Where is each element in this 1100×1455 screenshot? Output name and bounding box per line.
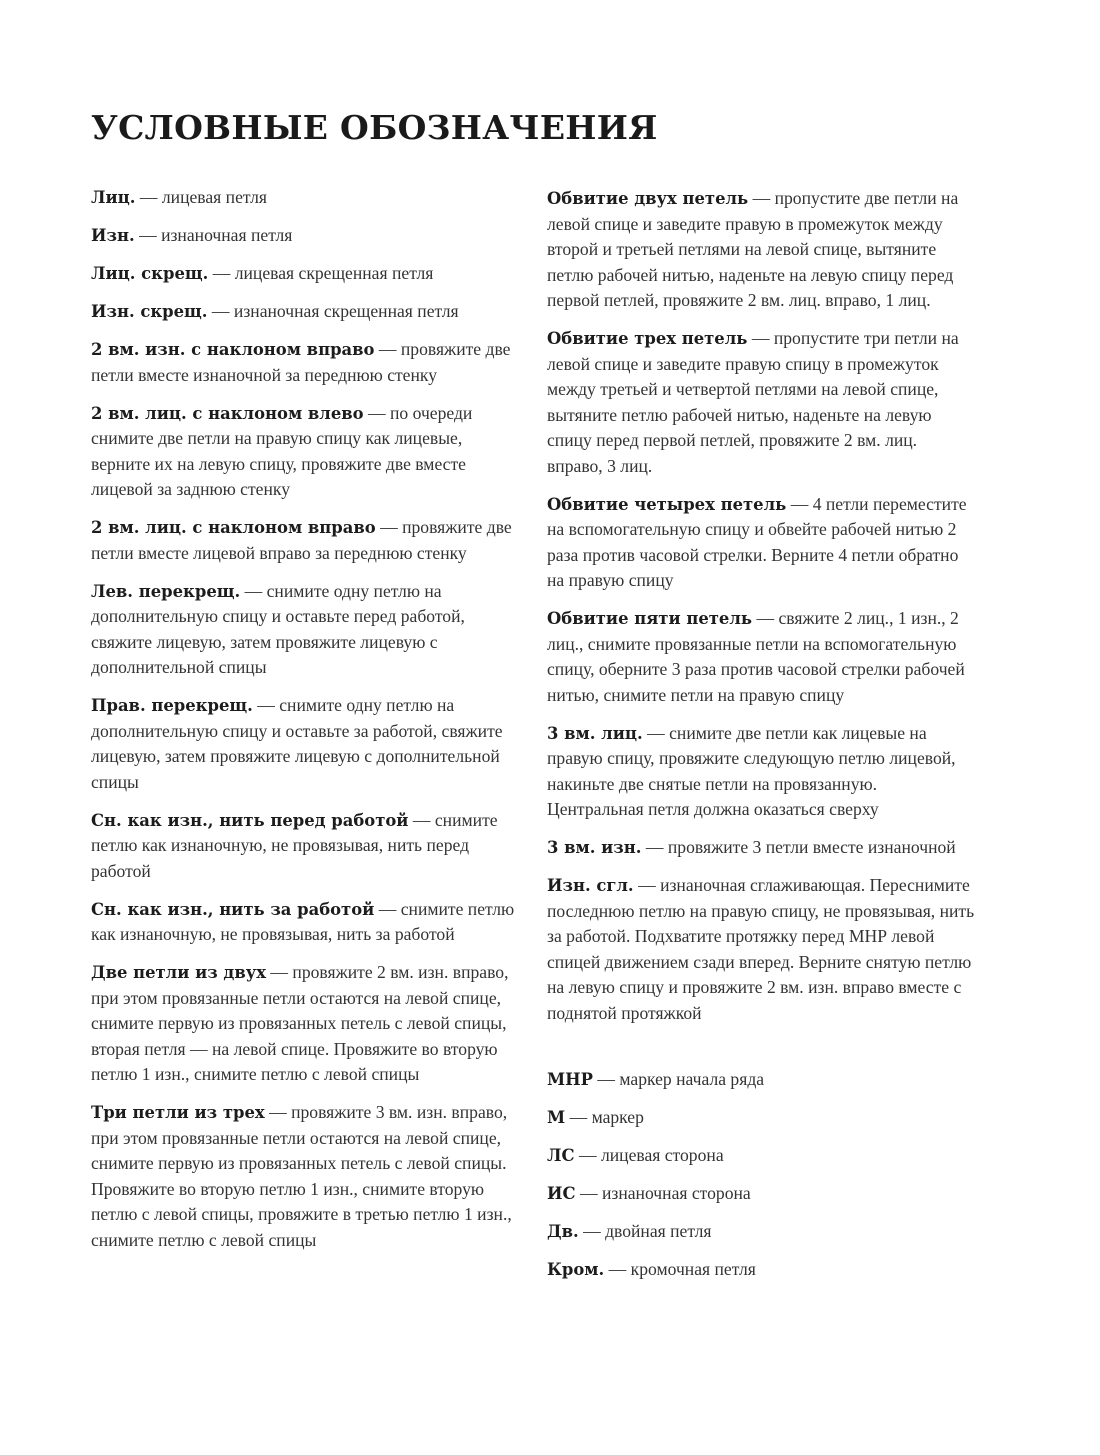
separator: — xyxy=(752,188,771,208)
glossary-definition: снимите одну петлю на дополнительную спицу и оставьте перед работой, свяжите лицевую, затем провяжите лицевую с дополнительной спицы xyxy=(91,580,465,677)
abbreviation-definition: маркер xyxy=(591,1106,644,1127)
glossary-entry xyxy=(91,960,521,1088)
separator: — xyxy=(597,1068,615,1089)
separator: — xyxy=(139,187,158,207)
abbreviation-definition: лицевая сторона xyxy=(600,1144,724,1165)
abbreviation-term: МНР xyxy=(547,1069,593,1089)
glossary-entry xyxy=(91,1100,521,1253)
glossary-entry xyxy=(91,515,521,566)
glossary-definition: по очереди снимите две петли на правую спицу как лицевые, верните их на левую спицу, провяжите две вместе лицевой за заднюю стенку xyxy=(91,402,473,499)
glossary-term: Изн. сгл. xyxy=(547,876,634,895)
separator: — xyxy=(257,695,275,715)
glossary-definition: пропустите три петли на левой спице и заведите правую спицу в промежуток между третьей и четвертой петлями на левой спице, вытяните петлю рабочей нитью, наденьте на левую спицу перед первой петлей, провяжите 2 вм. лиц. вправо, 3 лиц. xyxy=(547,328,959,476)
glossary-entry xyxy=(91,808,521,885)
separator: — xyxy=(139,225,157,245)
separator: — xyxy=(378,898,397,919)
separator: — xyxy=(368,402,386,423)
glossary-definition: пропустите две петли на левой спице и заведите правую в промежуток между второй и третьей петлями на левой спице, вытяните петлю рабочей нитью, наденьте на левую спицу перед первой петлей, провяжите 2 вм. лиц. вправо, 1 лиц. xyxy=(547,188,959,310)
glossary-entry xyxy=(91,897,521,948)
glossary-entry xyxy=(547,835,977,861)
separator: — xyxy=(583,1220,601,1241)
abbreviation-entry xyxy=(547,1143,977,1169)
abbreviation-term: ИС xyxy=(547,1183,576,1203)
abbreviation-entry xyxy=(547,1067,977,1093)
glossary-definition: провяжите две петли вместе изнаночной за переднюю стенку xyxy=(91,339,511,385)
glossary-entry xyxy=(91,261,521,287)
separator: — xyxy=(645,837,664,857)
page-title: УСЛОВНЫЕ ОБОЗНАЧЕНИЯ xyxy=(91,108,658,147)
glossary-term: 2 вм. изн. с наклоном вправо xyxy=(91,340,375,359)
separator: — xyxy=(638,875,656,895)
glossary-definition: провяжите 2 вм. изн. вправо, при этом провязанные петли остаются на левой спице, снимите первую из провязанных петель с левой спицы, вторая петля — на левой спице. Провяжите во вторую петлю 1 изн., снимите петлю с левой спицы xyxy=(91,962,509,1084)
glossary-definition: провяжите 3 вм. изн. вправо, при этом провязанные петли остаются на левой спице, снимите первую из провязанных петель с левой спицы. Провяжите во вторую петлю 1 изн., снимите вторую петлю с левой спицы, провяжите в третью петлю 1 изн., снимите петлю с левой спицы xyxy=(91,1102,512,1250)
glossary-definition: снимите одну петлю на дополнительную спицу и оставьте за работой, свяжите лицевую, затем провяжите лицевую с дополнительной спицы xyxy=(91,695,503,792)
glossary-term: Три петли из трех xyxy=(91,1103,265,1122)
glossary-definition: свяжите 2 лиц., 1 изн., 2 лиц., снимите провязанные петли на вспомогательную спицу, оберните 3 раза против часовой стрелки рабочей нитью, снимите петли на правую спицу xyxy=(547,608,965,705)
glossary-term: Обвитие трех петель xyxy=(547,329,748,348)
separator: — xyxy=(380,517,398,537)
separator: — xyxy=(569,1106,588,1127)
section-gap xyxy=(547,1039,977,1067)
glossary-left-column xyxy=(91,185,521,1266)
abbreviation-term: М xyxy=(547,1107,566,1127)
glossary-definition: снимите петлю как изнаночную, не провязывая, нить за работой xyxy=(91,898,515,944)
glossary-term: Обвитие пяти петель xyxy=(547,609,753,628)
separator: — xyxy=(790,493,809,514)
glossary-entry xyxy=(91,185,521,211)
abbreviation-term: Кром. xyxy=(547,1259,605,1279)
separator: — xyxy=(269,1102,287,1122)
glossary-entry xyxy=(91,401,521,503)
glossary-definition: снимите петлю как изнаночную, не провязывая, нить перед работой xyxy=(91,809,498,881)
abbreviation-entry xyxy=(547,1219,977,1245)
separator: — xyxy=(412,809,431,830)
separator: — xyxy=(270,962,288,982)
glossary-definition: изнаночная сглаживающая. Переснимите последнюю петлю на правую спицу, не провязывая, нить за работой. Подхватите протяжку перед МНР левой спицей движением сзади вперед. Верните снятую петлю на левую спицу и провяжите 2 вм. изн. вправо вместе с поднятой протяжкой xyxy=(547,875,975,1023)
glossary-entry xyxy=(91,337,521,388)
glossary-term: 2 вм. лиц. с наклоном влево xyxy=(91,403,364,423)
glossary-term: Обвитие четырех петель xyxy=(547,494,787,514)
glossary-entry xyxy=(547,606,977,708)
glossary-term: Лев. перекрещ. xyxy=(91,581,241,601)
glossary-term: 3 вм. изн. xyxy=(547,838,642,857)
glossary-entry xyxy=(91,693,521,795)
abbreviation-definition: двойная петля xyxy=(605,1220,712,1241)
glossary-definition: лицевая петля xyxy=(161,187,268,207)
abbreviation-term: ЛС xyxy=(547,1145,575,1165)
glossary-term: Лиц. xyxy=(91,188,136,207)
glossary-entry xyxy=(91,299,521,325)
abbreviation-entry xyxy=(547,1181,977,1207)
separator: — xyxy=(608,1258,627,1279)
glossary-term: 3 вм. лиц. xyxy=(547,723,643,743)
separator: — xyxy=(578,1144,597,1165)
separator: — xyxy=(579,1182,598,1203)
glossary-term: 2 вм. лиц. с наклоном вправо xyxy=(91,518,376,537)
glossary-definition: 4 петли переместите на вспомогательную спицу и обвейте рабочей нитью 2 раза против часовой стрелки. Верните 4 петли обратно на правую спицу xyxy=(547,493,967,590)
glossary-entry xyxy=(547,326,977,479)
abbreviation-definition: маркер начала ряда xyxy=(619,1068,765,1089)
abbreviation-entry xyxy=(547,1257,977,1283)
separator: — xyxy=(647,722,665,743)
abbreviation-entry xyxy=(547,1105,977,1131)
glossary-term: Сн. как изн., нить перед работой xyxy=(91,810,409,830)
glossary-definition: изнаночная петля xyxy=(161,225,293,245)
glossary-term: Две петли из двух xyxy=(91,963,266,982)
glossary-entry xyxy=(91,223,521,249)
glossary-term: Изн. xyxy=(91,226,135,245)
separator: — xyxy=(211,301,230,321)
glossary-entry xyxy=(547,721,977,823)
glossary-term: Сн. как изн., нить за работой xyxy=(91,899,375,919)
glossary-definition: лицевая скрещенная петля xyxy=(234,263,434,283)
glossary-definition: провяжите 3 петли вместе изнаночной xyxy=(667,837,956,857)
separator: — xyxy=(756,608,775,628)
abbreviation-definition: кромочная петля xyxy=(630,1258,756,1279)
glossary-definition: провяжите две петли вместе лицевой вправо за переднюю стенку xyxy=(91,517,512,563)
glossary-entry xyxy=(91,579,521,681)
glossary-entry xyxy=(547,186,977,314)
separator: — xyxy=(751,328,770,348)
glossary-definition: изнаночная скрещенная петля xyxy=(233,301,459,321)
separator: — xyxy=(378,339,397,359)
glossary-right-column xyxy=(547,186,977,1295)
abbreviation-definition: изнаночная сторона xyxy=(601,1182,751,1203)
glossary-entry xyxy=(547,873,977,1026)
separator: — xyxy=(212,263,231,283)
glossary-definition: снимите две петли как лицевые на правую спицу, провяжите следующую петлю лицевой, накиньте две снятые петли на провязанную. Центральная петля должна оказаться сверху xyxy=(547,722,956,819)
glossary-term: Прав. перекрещ. xyxy=(91,696,253,715)
glossary-term: Обвитие двух петель xyxy=(547,189,749,208)
glossary-term: Лиц. скрещ. xyxy=(91,264,209,283)
glossary-entry xyxy=(547,492,977,594)
glossary-term: Изн. скрещ. xyxy=(91,302,208,321)
abbreviation-term: Дв. xyxy=(547,1221,579,1241)
separator: — xyxy=(244,580,263,601)
